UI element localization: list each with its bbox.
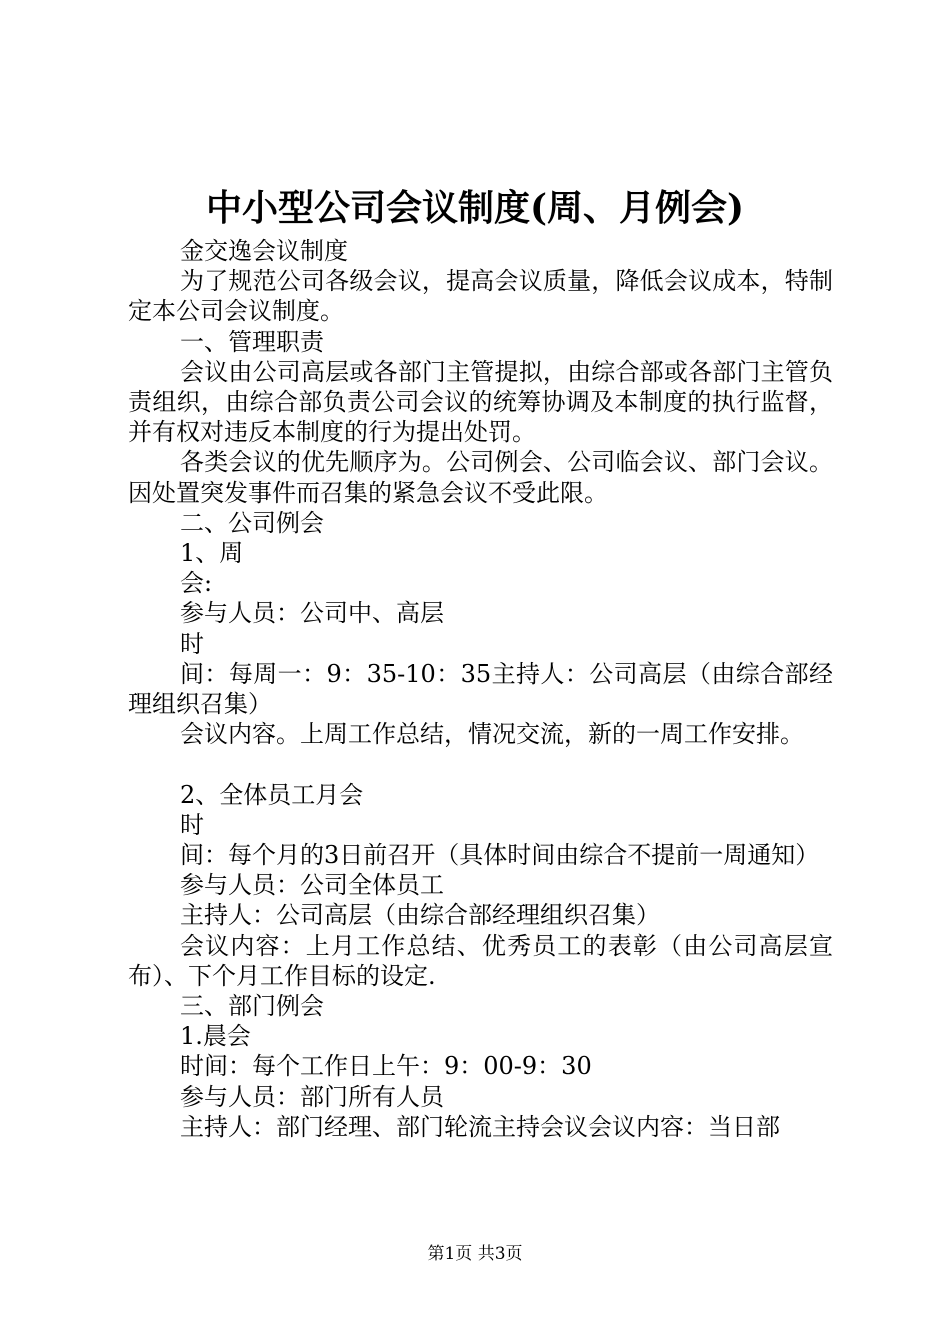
blank-line	[128, 749, 833, 779]
paragraph: 时	[180, 810, 204, 839]
paragraph: 间：每周一：9：35-10：35主持人：公司高层（由综合部经理组织召集）	[128, 659, 833, 719]
paragraph: 间：每个月的3日前召开（具体时间由综合不提前一周通知）	[180, 841, 820, 870]
paragraph: 2、全体员工月会	[180, 780, 364, 809]
paragraph: 会议由公司高层或各部门主管提拟，由综合部或各部门主管负责组织，由综合部负责公司会议的统筹协调及本制度的执行监督，并有权对违反本制度的行为提出处罚。	[128, 357, 833, 447]
paragraph: 金交逸会议制度	[180, 237, 348, 265]
paragraph: 会议内容：上月工作总结、优秀员工的表彰（由公司高层宣布）、下个月工作目标的设定.	[128, 931, 833, 990]
paragraph: 会议内容。上周工作总结，情况交流，新的一周工作安排。	[180, 720, 804, 749]
section-heading: 二、公司例会	[180, 508, 324, 537]
section-heading: 三、部门例会	[180, 992, 324, 1021]
paragraph: 主持人：公司高层（由综合部经理组织召集）	[180, 901, 660, 930]
paragraph: 为了规范公司各级会议，提高会议质量，降低会议成本，特制定本公司会议制度。	[128, 267, 833, 326]
page-number-footer: 第1页 共3页	[427, 1244, 523, 1264]
paragraph: 参与人员：公司中、高层	[180, 599, 444, 628]
paragraph: 时间：每个工作日上午：9：00-9：30	[180, 1052, 592, 1081]
document-body	[128, 236, 833, 1142]
paragraph: 时	[180, 629, 204, 658]
paragraph: 会:	[180, 569, 213, 598]
paragraph: 1、周	[180, 539, 244, 568]
section-heading: 一、管理职责	[180, 327, 324, 356]
paragraph: 参与人员：部门所有人员	[180, 1082, 444, 1111]
paragraph: 主持人：部门经理、部门轮流主持会议会议内容：当日部	[180, 1112, 780, 1141]
document-title: 中小型公司会议制度(周、月例会)	[205, 187, 745, 229]
paragraph: 各类会议的优先顺序为。公司例会、公司临会议、部门会议。因处置突发事件而召集的紧急会议不受此限。	[128, 448, 833, 507]
paragraph: 参与人员：公司全体员工	[180, 871, 444, 900]
paragraph: 1.晨会	[180, 1022, 251, 1051]
